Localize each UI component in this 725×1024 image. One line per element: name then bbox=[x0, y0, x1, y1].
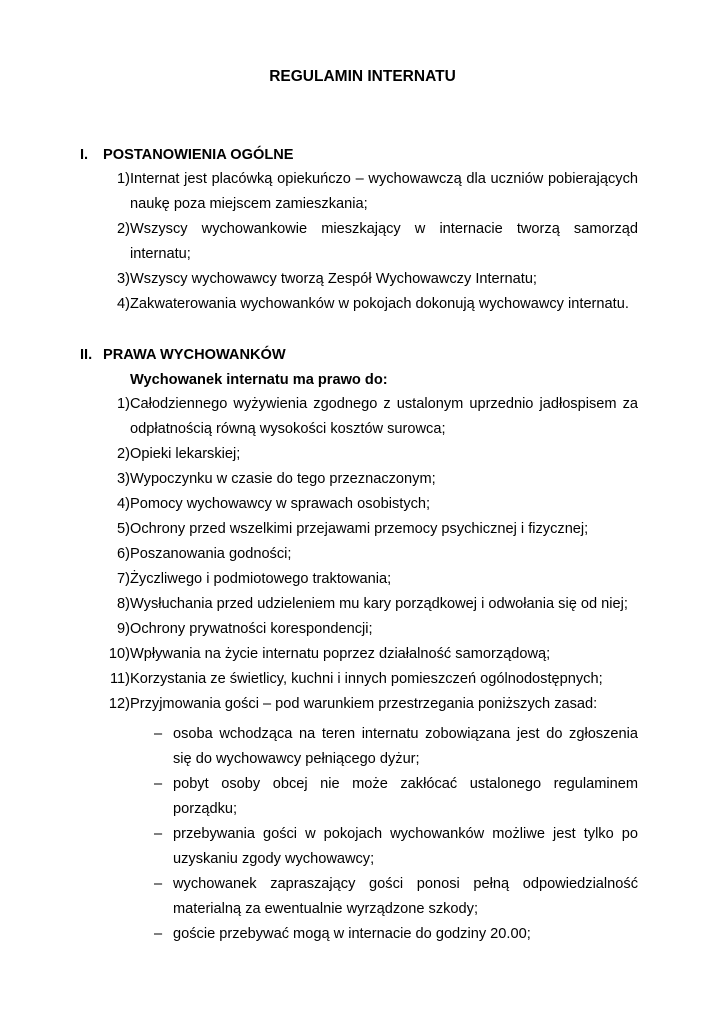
item-number: 10) bbox=[108, 646, 130, 662]
item-number: 4) bbox=[117, 296, 130, 312]
section-title: POSTANOWIENIA OGÓLNE bbox=[103, 147, 294, 163]
item-text: Wszyscy wychowawcy tworzą Zespół Wychowawczy Internatu; bbox=[130, 271, 537, 287]
item-text: Internat jest placówką opiekuńczo – wychowawczą dla uczniów pobierających naukę poza miejscem zamieszkania; bbox=[130, 171, 638, 212]
item-text: Wypoczynku w czasie do tego przeznaczonym; bbox=[130, 471, 436, 487]
item-text: Opieki lekarskiej; bbox=[130, 446, 241, 462]
dash-bullet-icon: – bbox=[154, 726, 163, 742]
guest-rules-list bbox=[130, 722, 638, 947]
document-title: REGULAMIN INTERNATU bbox=[269, 68, 456, 85]
bullet-item bbox=[130, 772, 638, 822]
dash-bullet-icon: – bbox=[154, 876, 163, 892]
list-item bbox=[96, 617, 638, 642]
item-text: Wysłuchania przed udzieleniem mu kary porządkowej i odwołania się od niej; bbox=[130, 596, 628, 612]
bullet-item bbox=[130, 822, 638, 872]
list-item bbox=[96, 267, 638, 292]
list-item bbox=[96, 292, 638, 317]
item-number: 4) bbox=[117, 496, 130, 512]
item-number: 6) bbox=[117, 546, 130, 562]
item-number: 9) bbox=[117, 621, 130, 637]
item-text: Pomocy wychowawcy w sprawach osobistych; bbox=[130, 496, 431, 512]
item-number: 5) bbox=[117, 521, 130, 537]
bullet-text: pobyt osoby obcej nie może zakłócać ustalonego regulaminem porządku; bbox=[173, 776, 638, 817]
list-item bbox=[96, 567, 638, 592]
item-text: Wszyscy wychowankowie mieszkający w internacie tworzą samorząd internatu; bbox=[130, 221, 638, 262]
item-text: Przyjmowania gości – pod warunkiem przestrzegania poniższych zasad: bbox=[130, 696, 598, 712]
list-item bbox=[96, 392, 638, 442]
section-title: PRAWA WYCHOWANKÓW bbox=[103, 347, 286, 363]
bullet-item bbox=[130, 722, 638, 772]
section-heading-general-provisions bbox=[80, 145, 294, 165]
section-heading-student-rights bbox=[80, 345, 286, 365]
item-number: 1) bbox=[117, 396, 130, 412]
list-item bbox=[96, 667, 638, 692]
item-text: Życzliwego i podmiotowego traktowania; bbox=[130, 571, 392, 587]
bullet-text: osoba wchodząca na teren internatu zobowiązana jest do zgłoszenia się do wychowawcy pełniącego dyżur; bbox=[173, 726, 638, 767]
item-number: 3) bbox=[117, 471, 130, 487]
dash-bullet-icon: – bbox=[154, 776, 163, 792]
item-number: 11) bbox=[109, 671, 130, 687]
bullet-text: wychowanek zapraszający gości ponosi pełną odpowiedzialność materialną za ewentualnie wyrządzone szkody; bbox=[173, 876, 638, 917]
item-text: Ochrony prywatności korespondencji; bbox=[130, 621, 373, 637]
item-number: 3) bbox=[117, 271, 130, 287]
list-item bbox=[96, 467, 638, 492]
list-item bbox=[96, 492, 638, 517]
bullet-text: przebywania gości w pokojach wychowanków możliwe jest tylko po uzyskaniu zgody wychowawcy; bbox=[173, 826, 638, 867]
section-number: I. bbox=[80, 147, 89, 163]
item-text: Korzystania ze świetlicy, kuchni i innych pomieszczeń ogólnodostępnych; bbox=[130, 671, 603, 687]
bullet-item bbox=[130, 922, 638, 947]
general-provisions-list bbox=[96, 167, 638, 317]
list-item bbox=[96, 167, 638, 217]
item-number: 7) bbox=[117, 571, 130, 587]
dash-bullet-icon: – bbox=[154, 926, 163, 942]
student-rights-list bbox=[96, 392, 638, 717]
list-item bbox=[96, 542, 638, 567]
item-text: Ochrony przed wszelkimi przejawami przemocy psychicznej i fizycznej; bbox=[130, 521, 589, 537]
item-number: 8) bbox=[117, 596, 130, 612]
item-number: 2) bbox=[117, 446, 130, 462]
item-number: 1) bbox=[117, 171, 130, 187]
bullet-text: goście przebywać mogą w internacie do godziny 20.00; bbox=[173, 926, 531, 942]
item-text: Wpływania na życie internatu poprzez działalność samorządową; bbox=[130, 646, 551, 662]
dash-bullet-icon: – bbox=[154, 826, 163, 842]
rights-intro: Wychowanek internatu ma prawo do: bbox=[130, 372, 388, 388]
list-item bbox=[96, 517, 638, 542]
item-text: Poszanowania godności; bbox=[130, 546, 292, 562]
list-item bbox=[96, 592, 638, 617]
list-item bbox=[96, 442, 638, 467]
item-text: Całodziennego wyżywienia zgodnego z ustalonym uprzednio jadłospisem za odpłatnością równą wysokości kosztów surowca; bbox=[130, 396, 638, 437]
list-item bbox=[96, 217, 638, 267]
item-number: 12) bbox=[108, 696, 130, 712]
item-text: Zakwaterowania wychowanków w pokojach dokonują wychowawcy internatu. bbox=[130, 296, 629, 312]
bullet-item bbox=[130, 872, 638, 922]
item-number: 2) bbox=[117, 221, 130, 237]
list-item bbox=[96, 642, 638, 667]
section-number: II. bbox=[80, 347, 93, 363]
list-item bbox=[96, 692, 638, 717]
